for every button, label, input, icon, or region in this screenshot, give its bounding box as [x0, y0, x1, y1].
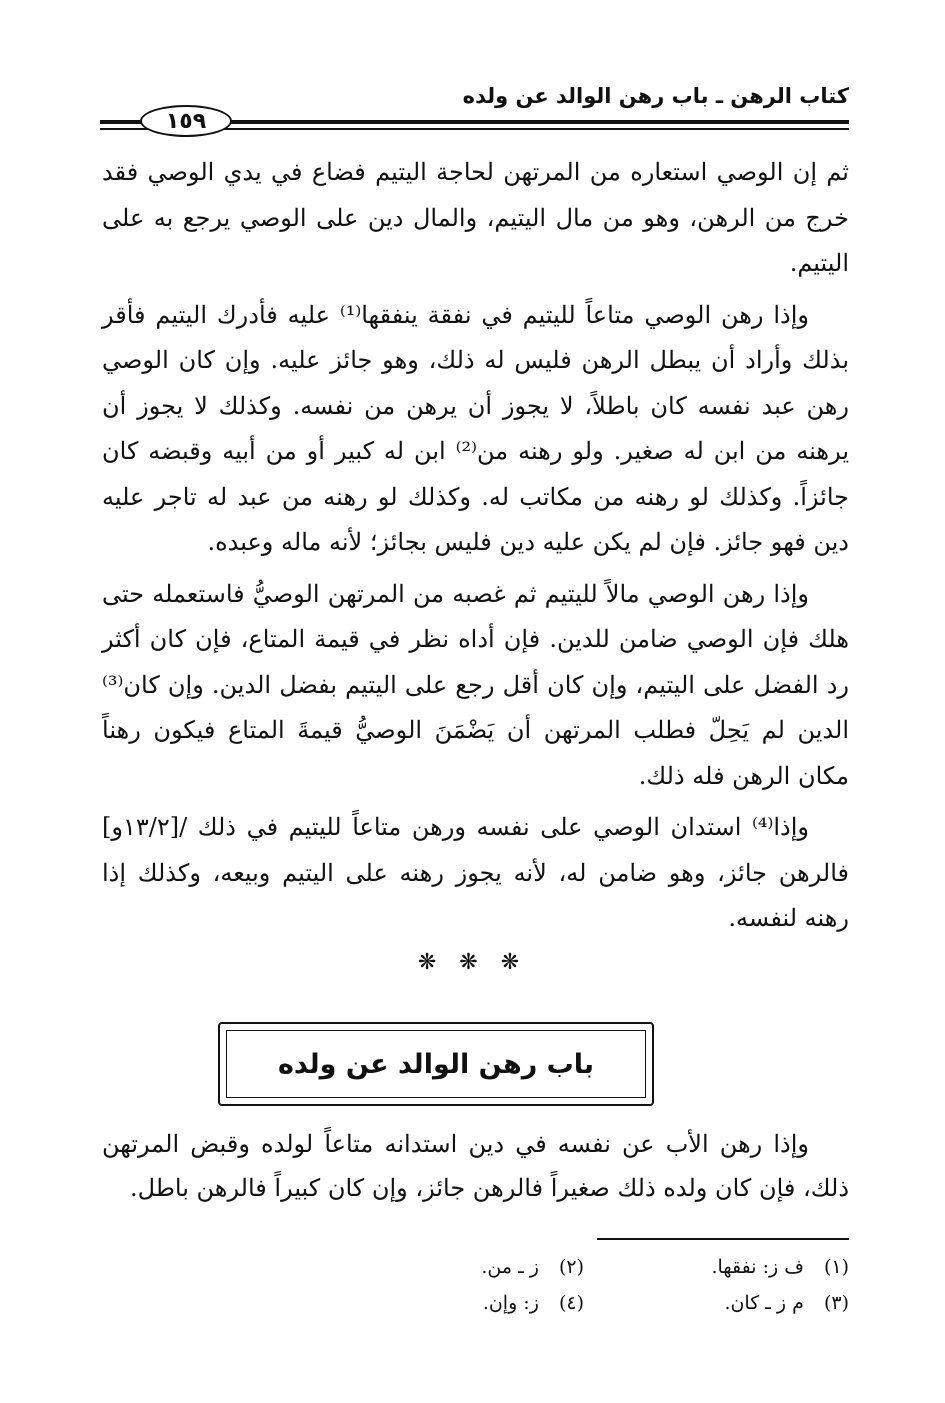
footnote-number: (٢) [558, 1256, 584, 1278]
paragraph-3: وإذا رهن الوصي مالاً لليتيم ثم غصبه من المرتهن الوصيُّ فاستعمله حتى هلك فإن الوصي ضامن للدين. فإن أداه نظر في قيمة المتاع، فإن كان أكثر رد الفضل على اليتيم، وإن كان أقل رجع على اليتيم بفضل الدين. وإن كان⁽³⁾ الدين لم يَحِلّ فطلب المرتهن أن يَضْمَنَ الوصيُّ قيمةَ المتاع فيكون رهناً مكان الرهن فله ذلك. [102, 579, 849, 790]
footnote-number: (١) [823, 1256, 849, 1278]
footnote-text: ز: وإن. [482, 1292, 539, 1314]
paragraph-4: وإذا⁽⁴⁾ استدان الوصي على نفسه ورهن متاعاً لليتيم في ذلك /[١٣/٢و] فالرهن جائز، وهو ضامن له، لأنه يجوز رهنه على اليتيم وبيعه، وكذلك إذا رهنه لنفسه. [102, 813, 849, 932]
page-number: ١٥٩ [140, 105, 232, 137]
footnote-3 [584, 1288, 849, 1318]
paragraph-2: وإذا رهن الوصي متاعاً لليتيم في نفقة ينفقها⁽¹⁾ عليه فأدرك اليتيم فأقر بذلك وأراد أن يبطل الرهن فليس له ذلك، وهو جائز عليه. وإن كان الوصي رهن عبد نفسه كان باطلاً، لا يجوز أن يرهن من نفسه. وكذلك لا يجوز أن يرهنه من ابن له صغير. ولو رهنه من⁽²⁾ ابن له كبير أو من أبيه وقبضه كان جائزاً. وكذلك لو رهنه من مكاتب له. وكذلك لو رهنه من عبد له تاجر عليه دين فهو جائز. فإن لم يكن عليه دين فليس بجائز؛ لأنه ماله وعبده. [102, 300, 850, 556]
section-separator: ❋ ❋ ❋ [417, 950, 528, 975]
paragraph-1: ثم إن الوصي استعاره من المرتهن لحاجة اليتيم فضاع في يدي الوصي فقد خرج من الرهن، وهو من مال اليتيم، والمال دين على الوصي يرجع به على اليتيم. [102, 158, 849, 277]
footnote-4 [319, 1288, 584, 1318]
chapter-paragraph: وإذا رهن الأب عن نفسه في دين استدانه متاعاً لولده وقبض المرتهن ذلك، فإن كان ولده ذلك صغيراً فالرهن جائز، وإن كان كبيراً فالرهن باطل. [102, 1130, 849, 1202]
footnote-text: ز ـ من. [481, 1256, 539, 1278]
footnote-number: (٤) [558, 1292, 584, 1314]
chapter-title: باب رهن الوالد عن ولده [226, 1030, 646, 1098]
footnote-number: (٣) [823, 1292, 849, 1314]
footnote-1 [584, 1252, 849, 1282]
main-text [102, 150, 849, 948]
footnote-2 [319, 1252, 584, 1282]
footnote-text: م ز ـ كان. [724, 1292, 804, 1314]
chapter-heading-frame [218, 1022, 654, 1106]
running-title: كتاب الرهن ـ باب رهن الوالد عن ولده [462, 84, 849, 108]
page-header [100, 78, 849, 138]
footnotes [319, 1252, 849, 1318]
footnote-text: ف ز: نفقها. [711, 1256, 804, 1278]
footnote-rule [597, 1238, 849, 1240]
